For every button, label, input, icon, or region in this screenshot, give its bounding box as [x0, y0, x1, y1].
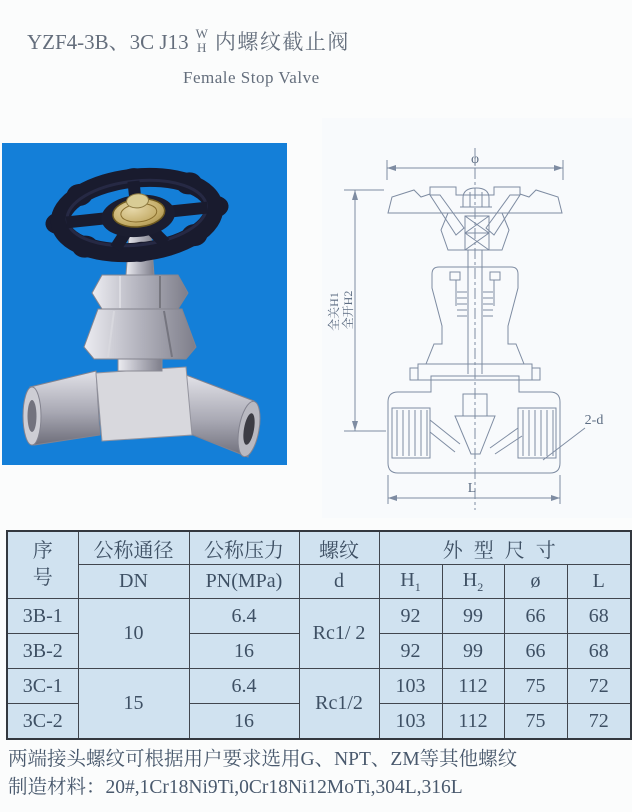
cell-l: 72 — [567, 669, 631, 704]
length-label: L — [467, 481, 477, 496]
cell-seq: 3C-1 — [7, 669, 78, 704]
model-code: YZF4-3B、3C J13 — [27, 30, 189, 54]
cell-h2: 99 — [442, 599, 504, 634]
page-title — [27, 26, 350, 56]
product-name-en: Female Stop Valve — [183, 68, 320, 87]
col-header-pn-group: 公称压力 — [189, 531, 299, 565]
wh-fraction — [196, 27, 208, 56]
col-header-dn-group: 公称通径 — [78, 531, 189, 565]
col-header-l: L — [567, 565, 631, 599]
col-header-thread-group: 螺纹 — [299, 531, 379, 565]
cell-h2: 112 — [442, 704, 504, 740]
dimension-height — [326, 190, 386, 431]
cell-l: 72 — [567, 704, 631, 740]
cell-pn: 6.4 — [189, 669, 299, 704]
cell-thread-3c: Rc1/2 — [299, 669, 379, 740]
cell-h2: 99 — [442, 634, 504, 669]
body-drawing — [388, 376, 560, 473]
cell-seq: 3C-2 — [7, 704, 78, 740]
dimension-length — [388, 475, 560, 504]
right-thread — [523, 410, 553, 456]
valve-body-photo — [23, 367, 264, 458]
cell-pn: 16 — [189, 634, 299, 669]
fraction-top: W — [195, 25, 208, 41]
note-materials: 制造材料：20#,1Cr18Ni9Ti,0Cr18Ni12MoTi,304L,316L — [8, 777, 463, 798]
spec-table — [6, 530, 632, 740]
valve-section-drawing — [322, 118, 632, 518]
cell-h1: 103 — [379, 704, 442, 740]
cell-pn: 6.4 — [189, 599, 299, 634]
col-header-thread: d — [299, 565, 379, 599]
handwheel-photo — [41, 159, 234, 272]
cell-thread-3b: Rc1/ 2 — [299, 599, 379, 669]
cell-dn-3c: 15 — [78, 669, 189, 740]
product-photo — [2, 143, 287, 465]
footnotes — [8, 746, 517, 802]
product-name-cn: 内螺纹截止阀 — [214, 30, 350, 54]
cell-seq: 3B-1 — [7, 599, 78, 634]
cell-phi: 75 — [504, 704, 567, 740]
cell-l: 68 — [567, 599, 631, 634]
cell-h2: 112 — [442, 669, 504, 704]
col-header-pn: PN(MPa) — [189, 565, 299, 599]
diameter-label: φ — [470, 152, 480, 167]
col-header-h1: $H_1$ — [379, 565, 442, 599]
port-thread-label: 2-d — [584, 413, 604, 428]
cell-h1: 103 — [379, 669, 442, 704]
technical-drawing — [322, 118, 632, 518]
cell-phi: 66 — [504, 599, 567, 634]
cell-h1: 92 — [379, 634, 442, 669]
cell-phi: 66 — [504, 634, 567, 669]
table-row — [7, 599, 631, 634]
fraction-bottom: H — [197, 40, 207, 55]
height-labels: 全关H1 全开H2 — [327, 290, 355, 331]
cell-dn-3b: 10 — [78, 599, 189, 669]
col-header-phi: ø — [504, 565, 567, 599]
note-thread-options: 两端接头螺纹可根据用户要求选用G、NPT、ZM等其他螺纹 — [8, 749, 518, 770]
col-header-h2: $H_2$ — [442, 565, 504, 599]
left-thread — [397, 410, 427, 456]
cell-l: 68 — [567, 634, 631, 669]
dimension-port-thread — [543, 413, 603, 460]
cell-h1: 92 — [379, 599, 442, 634]
cell-pn: 16 — [189, 704, 299, 740]
valve-photo-illustration — [2, 143, 287, 465]
table-row — [7, 669, 631, 704]
cell-phi: 75 — [504, 669, 567, 704]
col-header-dims-group: 外型尺寸 — [379, 531, 631, 565]
cell-seq: 3B-2 — [7, 634, 78, 669]
col-header-seq: 序 号 — [7, 531, 78, 599]
col-header-dn: DN — [78, 565, 189, 599]
